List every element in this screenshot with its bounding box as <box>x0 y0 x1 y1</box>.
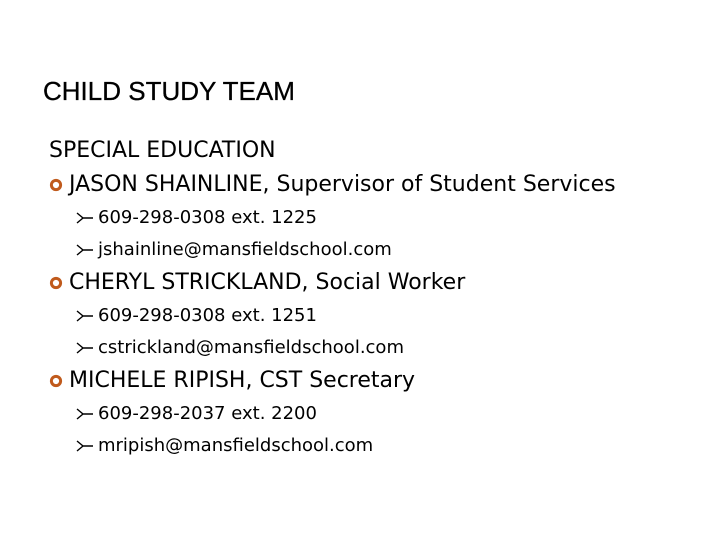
chevron-arrow-bullet-icon <box>76 212 94 224</box>
chevron-arrow-bullet-icon <box>76 310 94 322</box>
email-address: cstrickland@mansfieldschool.com <box>98 337 404 358</box>
section-heading: SPECIAL EDUCATION <box>49 138 276 163</box>
email-address: mripish@mansfieldschool.com <box>98 435 374 456</box>
staff-entry-jason-shainline <box>49 168 709 202</box>
orange-ring-bullet-icon <box>49 374 63 388</box>
phone-number: 609-298-0308 ext. 1225 <box>98 207 317 228</box>
orange-ring-bullet-icon <box>49 178 63 192</box>
staff-email <box>49 430 709 462</box>
staff-entry-cheryl-strickland <box>49 266 709 300</box>
chevron-arrow-bullet-icon <box>76 440 94 452</box>
page-title: CHILD STUDY TEAM <box>43 76 295 106</box>
phone-number: 609-298-0308 ext. 1251 <box>98 305 317 326</box>
chevron-arrow-bullet-icon <box>76 408 94 420</box>
chevron-arrow-bullet-icon <box>76 244 94 256</box>
staff-email <box>49 234 709 266</box>
staff-directory <box>49 134 709 462</box>
staff-entry-michele-ripish <box>49 364 709 398</box>
orange-ring-bullet-icon <box>49 276 63 290</box>
staff-name-role: JASON SHAINLINE, Supervisor of Student Services <box>69 172 616 197</box>
staff-name-role: MICHELE RIPISH, CST Secretary <box>69 368 416 393</box>
staff-phone <box>49 300 709 332</box>
chevron-arrow-bullet-icon <box>76 342 94 354</box>
staff-phone <box>49 398 709 430</box>
staff-name-role: CHERYL STRICKLAND, Social Worker <box>69 270 466 295</box>
phone-number: 609-298-2037 ext. 2200 <box>98 403 317 424</box>
email-address: jshainline@mansfieldschool.com <box>98 239 392 260</box>
staff-phone <box>49 202 709 234</box>
staff-email <box>49 332 709 364</box>
